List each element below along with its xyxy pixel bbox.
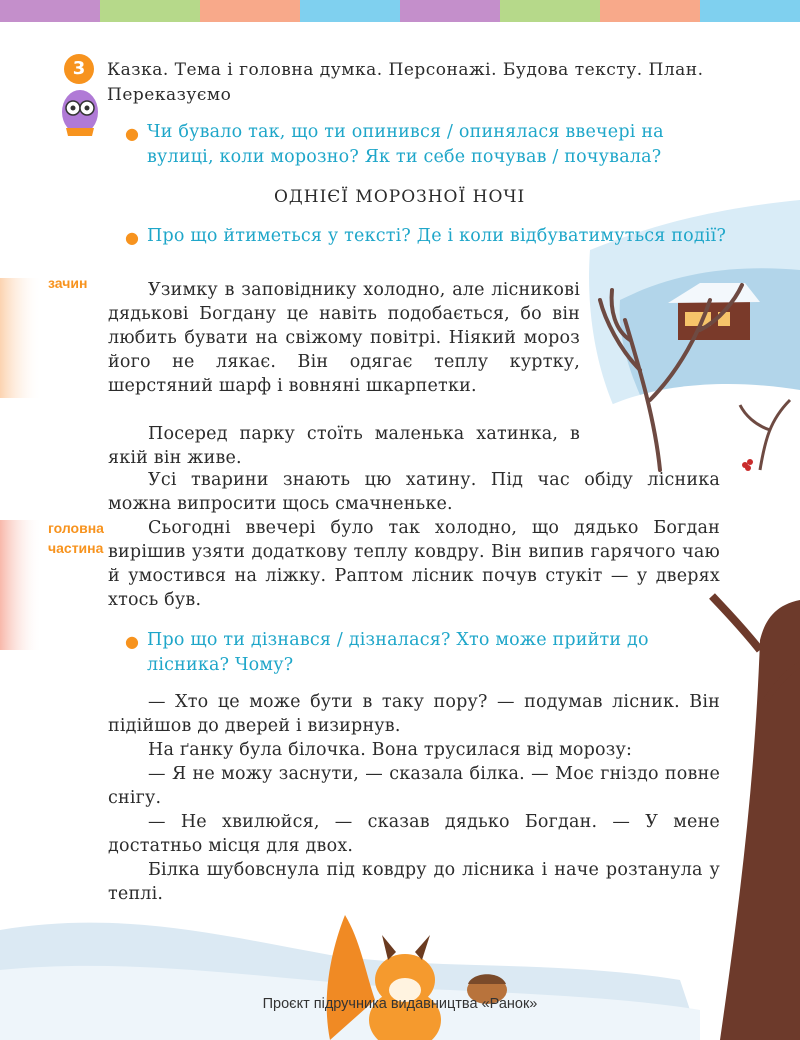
margin-label-main-1: головна	[48, 520, 104, 536]
bullet-icon: ●	[125, 228, 139, 247]
margin-label-main-2: частина	[48, 540, 104, 556]
story-paragraph: Посеред парку стоїть маленька хатинка, в якій він живе.	[108, 424, 580, 468]
main-band	[0, 520, 42, 650]
story-title: ОДНІЄЇ МОРОЗНОЇ НОЧІ	[274, 187, 526, 207]
story-paragraph: — Хто це може бути в таку пору? — подумав лісник. Він підійшов до дверей і визирнув.	[108, 692, 720, 736]
story-paragraph: На ґанку була білочка. Вона трусилася від морозу:	[148, 740, 633, 760]
lesson-number-badge: 3	[64, 54, 94, 84]
question-3: Про що ти дізнався / дізналася? Хто може прийти до лісника? Чому?	[147, 630, 649, 675]
question-2: Про що йтиметься у тексті? Де і коли відбуватимуться події?	[147, 226, 727, 246]
margin-label-intro: зачин	[48, 275, 88, 291]
fox-icon	[327, 915, 441, 1040]
story-paragraph: — Я не можу заснути, — сказала білка. — Моє гніздо повне снігу.	[108, 764, 720, 808]
bullet-icon: ●	[125, 124, 139, 143]
story-paragraph: Білка шубовснула під ковдру до лісника і наче розтанула у теплі.	[108, 860, 720, 904]
owl-mascot-icon	[62, 90, 98, 136]
story-paragraph: — Не хвилюйся, — сказав дядько Богдан. — У мене достатньо місця для двох.	[108, 812, 720, 856]
story-paragraph: Узимку в заповіднику холодно, але лісникові дядькові Богдану це навіть подобається, бо він любить бувати на свіжому повітрі. Ніякий мороз його не лякає. Він одягає теплу куртку, шерстяний шарф і вовняні шкарпетки.	[108, 280, 580, 396]
question-1: Чи бувало так, що ти опинився / опинялася ввечері на вулиці, коли морозно? Як ти себе почував / почувала?	[147, 122, 664, 167]
publisher-footer: Проєкт підручника видавництва «Ранок»	[262, 996, 538, 1012]
bullet-icon: ●	[125, 632, 139, 651]
story-paragraph: Усі тварини знають цю хатину. Під час обіду лісника можна випросити щось смачненьке.	[108, 470, 720, 514]
lesson-title: Казка. Тема і головна думка. Персонажі. Будова тексту. План. Переказуємо	[107, 60, 704, 105]
story-paragraph: Сьогодні ввечері було так холодно, що дядько Богдан вирішив узяти додаткову теплу ковдру. Він випив гарячого чаю й умостився на ліжку. Раптом лісник почув стукіт — у дверях хтось був.	[108, 518, 720, 610]
intro-band	[0, 278, 42, 398]
